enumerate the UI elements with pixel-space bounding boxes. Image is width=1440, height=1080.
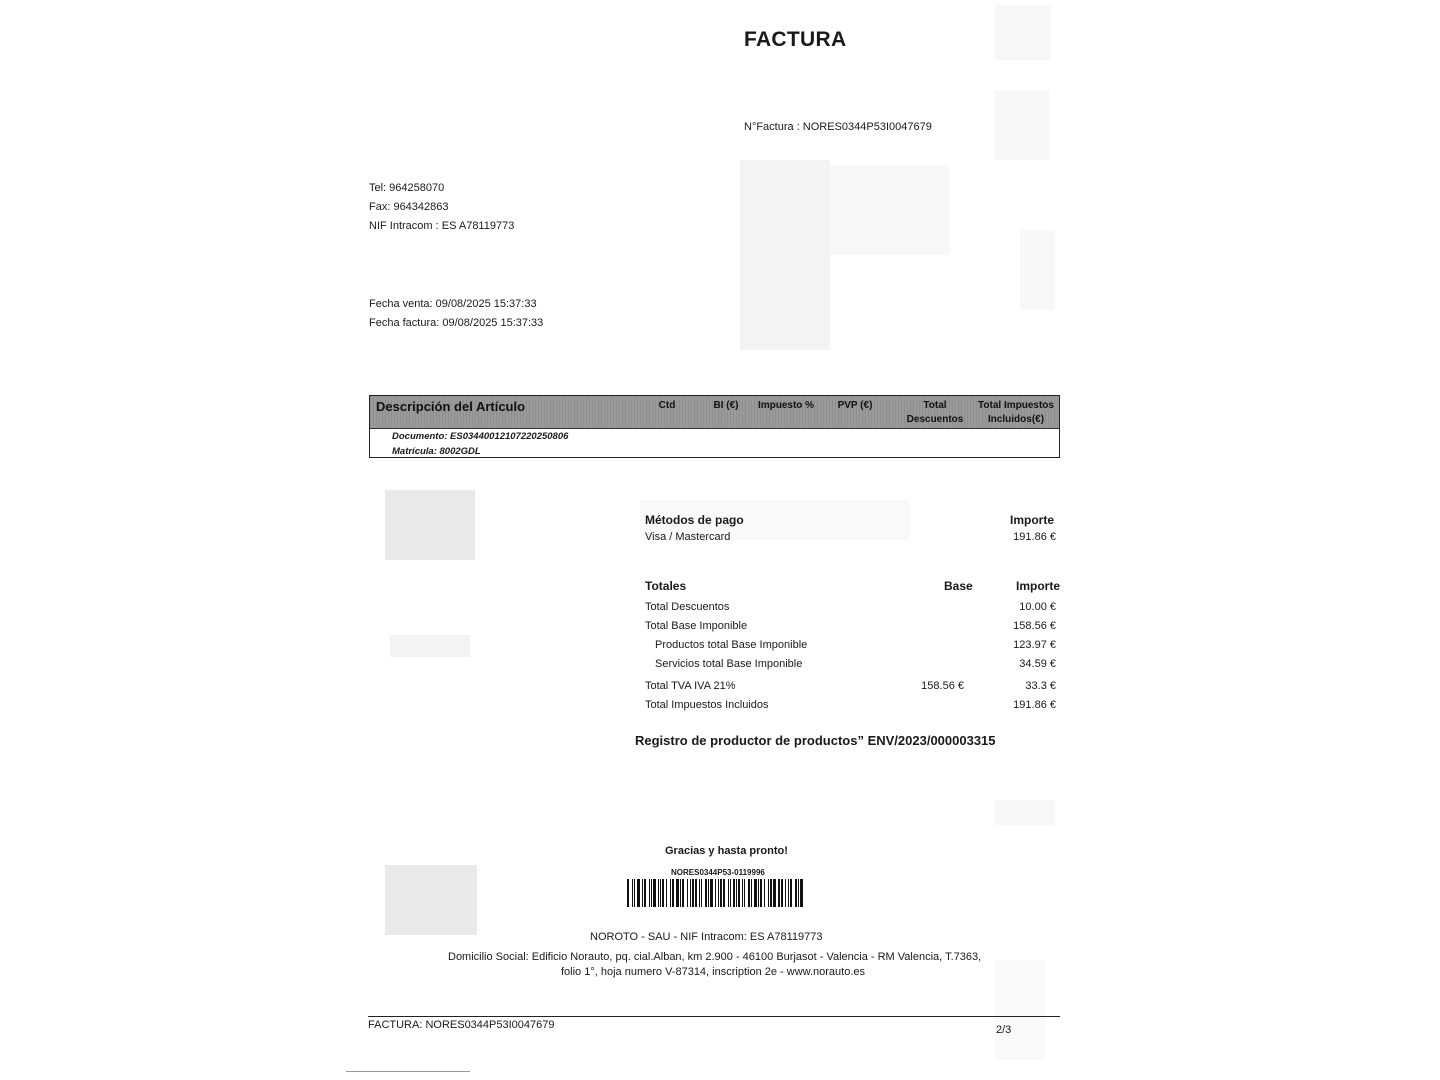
barcode-bar [642, 879, 643, 907]
address-line-1: Domicilio Social: Edificio Norauto, pq. cial.Alban, km 2.900 - 46100 Burjasot - Valencia - RM Valencia, T.7363, [448, 951, 982, 963]
payment-amount-header: Importe [1010, 513, 1055, 527]
producer-registry: Registro de productor de productos” ENV/2023/000003315 [635, 733, 996, 748]
barcode-bar [744, 879, 745, 907]
barcode-bar [701, 879, 702, 907]
products-base-amount: 123.97 € [1013, 639, 1056, 651]
barcode-bar [795, 879, 797, 907]
barcode-bar [644, 879, 646, 907]
sale-date: Fecha venta: 09/08/2025 15:37:33 [369, 298, 537, 310]
services-base-label: Servicios total Base Imponible [655, 658, 803, 670]
barcode-bar [699, 879, 700, 907]
total-included-amount: 191.86 € [1013, 699, 1056, 711]
company-fax: Fax: 964342863 [369, 201, 449, 213]
total-included-label: Total Impuestos Incluidos [645, 699, 769, 711]
redaction-block [390, 635, 470, 657]
barcode-bar [751, 879, 752, 907]
barcode-bar [742, 879, 743, 907]
redaction-block [385, 490, 475, 560]
company-tel: Tel: 964258070 [369, 182, 445, 194]
redaction-block [995, 5, 1050, 60]
barcode-bar [687, 879, 688, 907]
invoice-number: N°Factura : NORES0344P53I0047679 [744, 121, 932, 133]
barcode-bar [692, 879, 695, 907]
barcode-bar [770, 879, 772, 907]
barcode-bar [728, 879, 729, 907]
barcode-bar [632, 879, 633, 907]
barcode-bar [800, 879, 803, 907]
barcode-bar [637, 879, 640, 907]
barcode-bar [695, 879, 697, 907]
barcode-text: NORES0344P53-0119996 [671, 868, 765, 877]
redaction-block [740, 160, 830, 350]
barcode-bar [680, 879, 681, 907]
total-base-label: Total Base Imponible [645, 620, 748, 632]
redaction-block [830, 165, 950, 255]
vat-base: 158.56 € [921, 680, 964, 692]
barcode-bar [705, 879, 707, 907]
barcode-bar [748, 879, 750, 907]
barcode-bar [738, 879, 740, 907]
barcode-bar [773, 879, 776, 907]
col-total-tax: Total Impuestos Incluidos(€) [978, 400, 1054, 425]
barcode-bar [733, 879, 736, 907]
barcode-bar [670, 879, 671, 907]
payment-method: Visa / Mastercard [645, 531, 731, 543]
redaction-block [385, 865, 477, 935]
barcode-bar [778, 879, 779, 907]
redaction-block [1020, 230, 1055, 310]
barcode-bar [798, 879, 799, 907]
invoice-date: Fecha factura: 09/08/2025 15:37:33 [369, 317, 544, 329]
barcode-bar [779, 879, 780, 907]
article-plate: Matrícula: 8002GDL [392, 446, 481, 457]
barcode-bar [768, 879, 769, 907]
totals-base-header: Base [944, 579, 973, 593]
barcode-bar [736, 879, 737, 907]
col-tax: Impuesto % [757, 400, 815, 411]
barcode-bar [715, 879, 716, 907]
totals-header: Totales [645, 579, 687, 593]
page-number: 2/3 [996, 1024, 1012, 1036]
barcode-bar [720, 879, 722, 907]
barcode-bar [666, 879, 667, 907]
articles-table-header [370, 396, 1059, 429]
barcode [627, 879, 805, 907]
col-description: Descripción del Artículo [376, 399, 526, 414]
barcode-bar [730, 879, 731, 907]
barcode-bar [723, 879, 725, 907]
barcode-bar [653, 879, 656, 907]
barcode-bar [790, 879, 792, 907]
barcode-bar [785, 879, 786, 907]
barcode-bar [760, 879, 762, 907]
footer-divider [368, 1016, 1060, 1017]
company-legal-line: NOROTO - SAU - NIF Intracom: ES A78119773 [590, 931, 823, 943]
barcode-bar [627, 879, 629, 907]
company-nif: NIF Intracom : ES A78119773 [369, 220, 515, 232]
footer-invoice-ref: FACTURA: NORES0344P53I0047679 [368, 1019, 555, 1031]
articles-table [369, 395, 1060, 458]
barcode-bar [651, 879, 652, 907]
barcode-bar [649, 879, 651, 907]
barcode-bar [682, 879, 684, 907]
total-discounts-amount: 10.00 € [1019, 601, 1056, 613]
barcode-bar [758, 879, 759, 907]
barcode-bar [662, 879, 664, 907]
col-discounts: Total Descuentos [906, 400, 964, 425]
barcode-bar [658, 879, 659, 907]
barcode-bar [788, 879, 789, 907]
bottom-edge-line [346, 1071, 470, 1072]
totals-amount-header: Importe [1016, 579, 1061, 593]
barcode-bar [676, 879, 679, 907]
barcode-bar [781, 879, 783, 907]
barcode-bar [660, 879, 661, 907]
article-document: Documento: ES034400121072202508​06 [392, 431, 569, 442]
total-base-amount: 158.56 € [1013, 620, 1056, 632]
redaction-block [995, 960, 1045, 1060]
vat-label: Total TVA IVA 21% [645, 680, 736, 692]
col-qty: Ctd [658, 400, 676, 411]
col-pvp: PVP (€) [837, 400, 873, 411]
services-base-amount: 34.59 € [1019, 658, 1056, 670]
barcode-bar [708, 879, 709, 907]
barcode-bar [672, 879, 674, 907]
redaction-block [995, 90, 1050, 160]
products-base-label: Productos total Base Imponible [655, 639, 808, 651]
col-bi: BI (€) [713, 400, 739, 411]
barcode-bar [754, 879, 757, 907]
address-line-2: folio 1°, hoja numero V-87314, inscription 2e - www.norauto.es [561, 966, 866, 978]
redaction-block [995, 800, 1055, 825]
barcode-bar [764, 879, 765, 907]
barcode-bar [710, 879, 713, 907]
invoice-title: FACTURA [744, 28, 847, 51]
total-discounts-label: Total Descuentos [645, 601, 730, 613]
payment-methods-header: Métodos de pago [645, 513, 744, 527]
barcode-bar [690, 879, 691, 907]
payment-amount: 191.86 € [1013, 531, 1056, 543]
barcode-bar [718, 879, 719, 907]
thanks-message: Gracias y hasta pronto! [665, 845, 788, 857]
vat-amount: 33.3 € [1025, 680, 1056, 692]
barcode-bar [634, 879, 635, 907]
